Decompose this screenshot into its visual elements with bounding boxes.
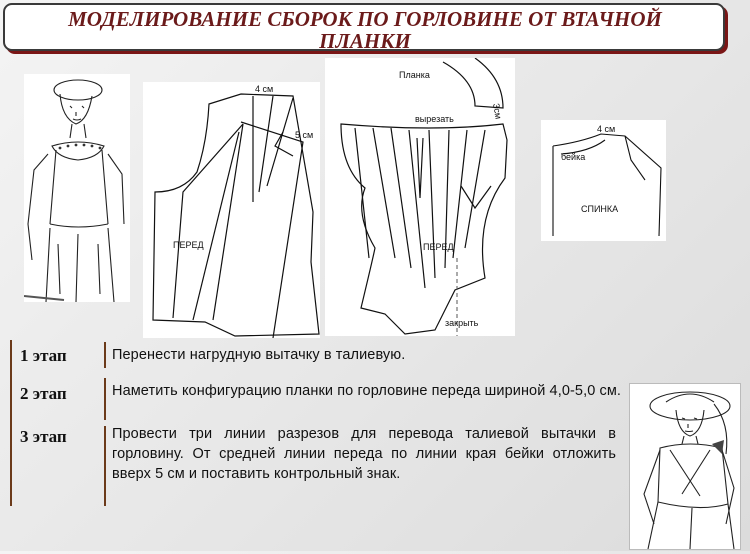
- title-box: [3, 3, 725, 51]
- pattern-yoke: [325, 58, 515, 336]
- back-measure-top: 4 см: [597, 124, 616, 134]
- yoke-cut-label: вырезать: [415, 114, 454, 124]
- pattern-back: [541, 120, 666, 241]
- step-3-bar: [104, 426, 106, 506]
- step-2-text: Наметить конфигурацию планки по горловине переда шириной 4,0-5,0 см.: [112, 383, 622, 399]
- pattern-front-dart: [143, 82, 320, 338]
- yoke-measure-side: 3см: [491, 102, 504, 120]
- step-1-label: 1 этап: [20, 346, 67, 365]
- yoke-label: Планка: [399, 70, 430, 80]
- step-2-bar: [104, 378, 106, 420]
- step-1-bar: [104, 342, 106, 368]
- step-2-label: 2 этап: [20, 384, 67, 403]
- back-binding-label: бейка: [561, 152, 586, 162]
- step-1-text: Перенести нагрудную вытачку в талиевую.: [112, 347, 406, 363]
- left-rule: [10, 340, 12, 506]
- yoke-close-label: закрыть: [445, 318, 479, 328]
- front-label: ПЕРЕД: [173, 240, 204, 250]
- fashion-sketch-left: [24, 74, 130, 302]
- step-3-label: 3 этап: [20, 427, 67, 446]
- fashion-sketch-right: [630, 384, 740, 549]
- step-3-text: Провести три линии разрезов для перевода талиевой вытачки в горловину. От средней линии переда по линии края бейки отложить вверх 5 см и поставить контрольный знак.: [112, 426, 616, 482]
- back-label: СПИНКА: [581, 204, 619, 214]
- front-measure-dart: 5 см: [295, 130, 314, 140]
- yoke-front-label: ПЕРЕД: [423, 242, 454, 252]
- front-measure-top: 4 см: [255, 84, 274, 94]
- page-title: МОДЕЛИРОВАНИЕ СБОРОК ПО ГОРЛОВИНЕ ОТ ВТАЧНОЙ ПЛАНКИ: [68, 7, 662, 53]
